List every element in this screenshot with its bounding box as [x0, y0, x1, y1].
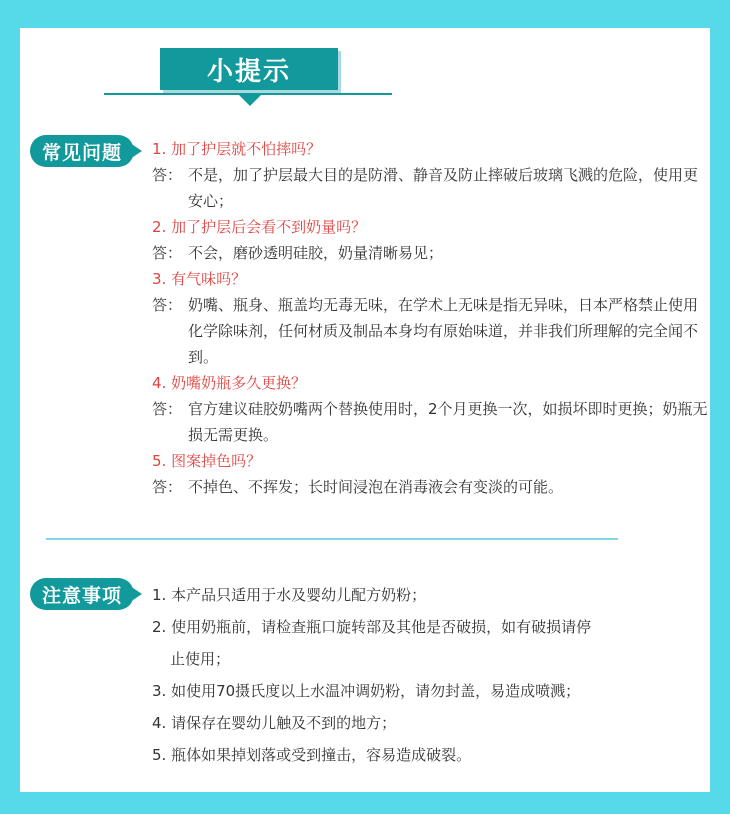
- answer-text: 官方建议硅胶奶嘴两个替换使用时，2个月更换一次，如损坏即时更换；奶瓶无损无需更换。: [188, 400, 708, 444]
- note-item: [152, 739, 712, 771]
- note-item: [152, 579, 712, 611]
- faq-answer: [152, 396, 712, 448]
- answer-prefix: 答：: [152, 400, 183, 418]
- faq-answer: [152, 474, 712, 500]
- faq-answer: [152, 162, 712, 214]
- note-text: 4. 请保存在婴幼儿触及不到的地方；: [152, 714, 397, 732]
- notes-list: [152, 579, 712, 771]
- section-divider: [46, 538, 618, 540]
- note-item: [152, 611, 712, 675]
- faq-answer: [152, 292, 712, 370]
- faq-badge: 常见问题: [30, 135, 134, 167]
- faq-answer: [152, 240, 712, 266]
- notes-badge: 注意事项: [30, 578, 134, 610]
- note-item: [152, 707, 712, 739]
- answer-text: 奶嘴、瓶身、瓶盖均无毒无味，在学术上无味是指无异味，日本严格禁止使用化学除味剂，任何材质及制品本身均有原始味道，并非我们所理解的完全闻不到。: [188, 296, 699, 366]
- answer-prefix: 答：: [152, 296, 183, 314]
- faq-list: [152, 136, 712, 500]
- note-item: [152, 675, 712, 707]
- note-text: 3. 如使用70摄氏度以上水温冲调奶粉，请勿封盖，易造成喷溅；: [152, 682, 581, 700]
- faq-question: 3. 有气味吗？: [152, 270, 247, 288]
- answer-text: 不是，加了护层最大目的是防滑、静音及防止摔破后玻璃飞溅的危险，使用更安心；: [188, 166, 699, 210]
- faq-question: 2. 加了护层后会看不到奶量吗？: [152, 218, 367, 236]
- answer-text: 不会，磨砂透明硅胶，奶量清晰易见；: [188, 244, 444, 262]
- answer-prefix: 答：: [152, 478, 183, 496]
- faq-question: 1. 加了护层就不怕摔吗？: [152, 140, 322, 158]
- note-text: 1. 本产品只适用于水及婴幼儿配方奶粉；: [152, 586, 427, 604]
- page-title: 小提示: [160, 48, 338, 90]
- faq-question: 5. 图案掉色吗？: [152, 452, 262, 470]
- title-pointer-icon: [239, 95, 261, 106]
- note-text-continued: 止使用；: [170, 650, 231, 668]
- answer-prefix: 答：: [152, 244, 183, 262]
- note-text: 2. 使用奶瓶前，请检查瓶口旋转部及其他是否破损，如有破损请停: [152, 618, 592, 636]
- answer-text: 不掉色、不挥发；长时间浸泡在消毒液会有变淡的可能。: [188, 478, 564, 496]
- tips-card: [20, 28, 710, 792]
- faq-question: 4. 奶嘴奶瓶多久更换？: [152, 374, 307, 392]
- answer-prefix: 答：: [152, 166, 183, 184]
- note-text: 5. 瓶体如果掉划落或受到撞击，容易造成破裂。: [152, 746, 472, 764]
